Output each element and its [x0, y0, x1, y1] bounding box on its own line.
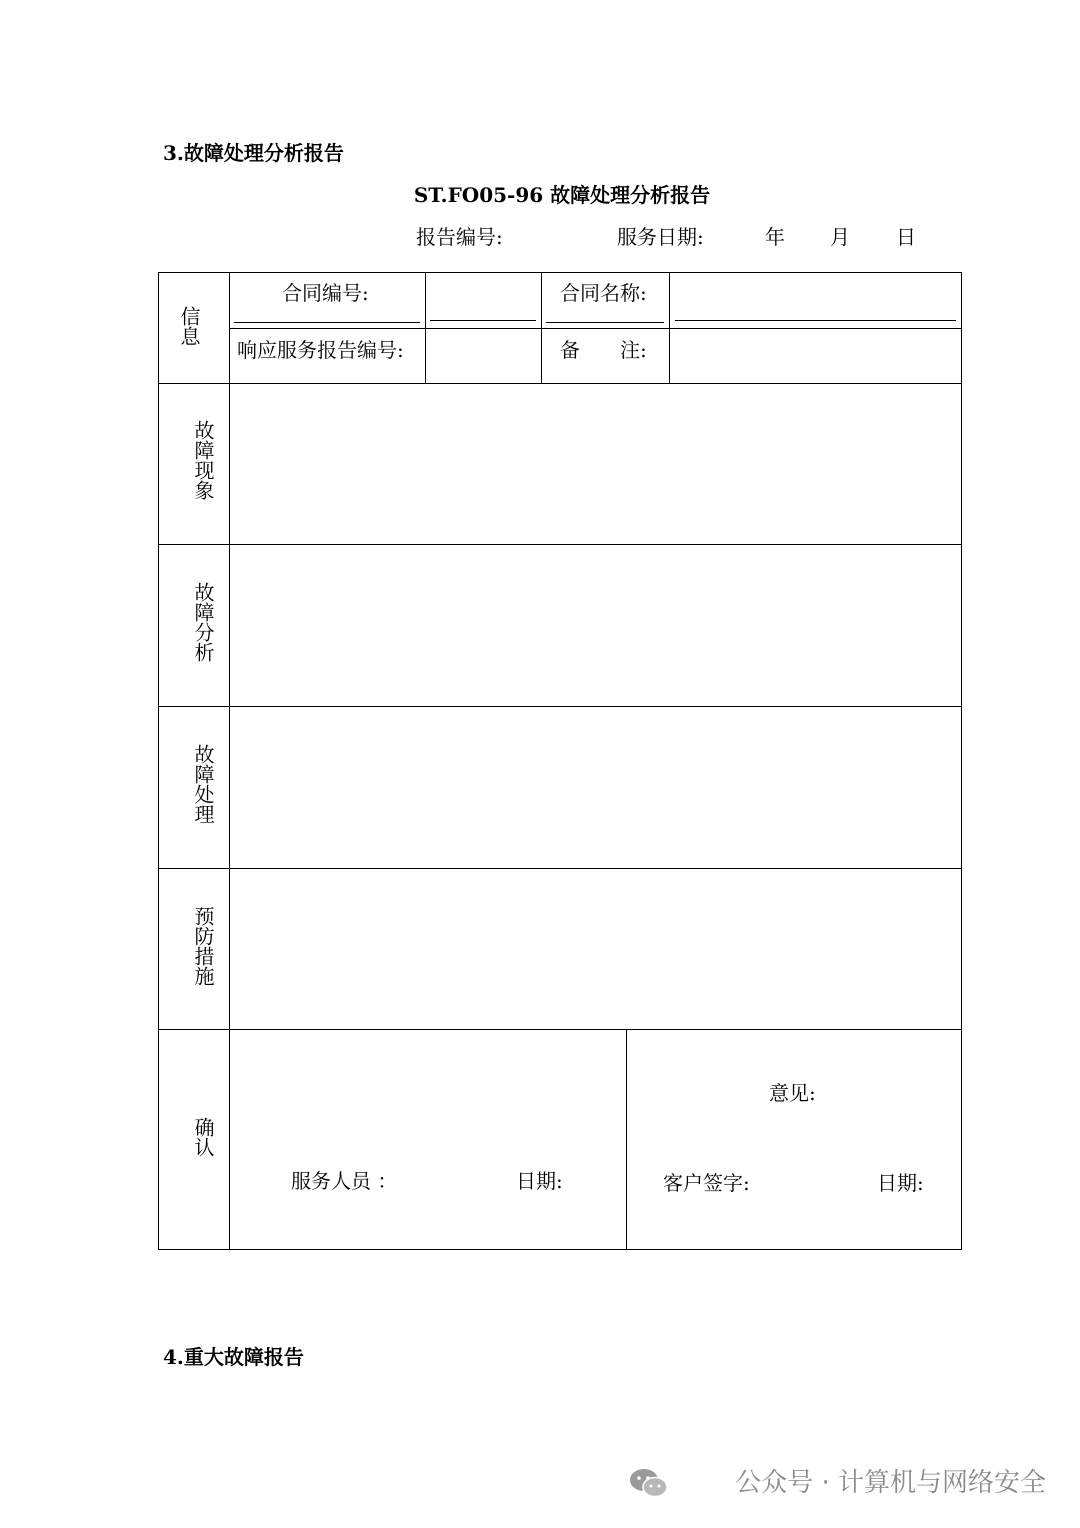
contract-no-underline [234, 322, 420, 323]
report-no-label: 报告编号: [416, 225, 503, 249]
response-report-no-label: 响应服务报告编号: [237, 338, 404, 362]
section-heading-4: 4.重大故障报告 [163, 1345, 304, 1369]
row-separator-3 [158, 706, 962, 707]
customer-date-label: 日期: [877, 1171, 924, 1195]
year-label: 年 [765, 225, 785, 249]
contract-name-value-underline [675, 320, 956, 321]
row-label-handling: 故障处理 [191, 744, 215, 824]
info-col-divider-1 [425, 272, 426, 384]
staff-label: 服务人员 ： [291, 1169, 398, 1193]
row-label-analysis: 故障分析 [191, 582, 215, 662]
label-column-divider [229, 272, 230, 1250]
staff-date-label: 日期: [516, 1169, 563, 1193]
day-label: 日 [896, 225, 916, 249]
customer-sign-label: 客户签字: [663, 1171, 750, 1195]
contract-no-label: 合同编号: [282, 281, 369, 305]
confirm-label: 确认 [191, 1117, 215, 1157]
row-label-symptom: 故障现象 [191, 420, 215, 500]
contract-name-label: 合同名称: [560, 281, 647, 305]
remark-label: 备 注: [560, 338, 647, 362]
confirm-col-divider [626, 1029, 627, 1249]
table-border-top [158, 272, 962, 273]
row-separator-4 [158, 868, 962, 869]
info-col-divider-2 [541, 272, 542, 384]
table-border-bottom [158, 1249, 962, 1250]
info-row-divider [229, 328, 962, 329]
row-separator-5 [158, 1029, 962, 1030]
wechat-icon [628, 1466, 670, 1500]
service-date-label: 服务日期: [617, 225, 704, 249]
watermark-text: 公众号 · 计算机与网络安全 [735, 1468, 1046, 1498]
row-label-prevention: 预防措施 [191, 906, 215, 986]
form-title: ST.FO05-96 故障处理分析报告 [413, 183, 711, 207]
opinion-label: 意见: [769, 1081, 816, 1105]
contract-no-value-underline [430, 320, 536, 321]
table-border-right [961, 272, 962, 1250]
month-label: 月 [830, 225, 850, 249]
table-border-left [158, 272, 159, 1250]
contract-name-underline [546, 322, 664, 323]
row-separator-2 [158, 544, 962, 545]
info-label: 信息 [177, 306, 201, 346]
section-heading-3: 3.故障处理分析报告 [163, 141, 344, 165]
row-separator-1 [158, 383, 962, 384]
info-col-divider-3 [669, 272, 670, 384]
